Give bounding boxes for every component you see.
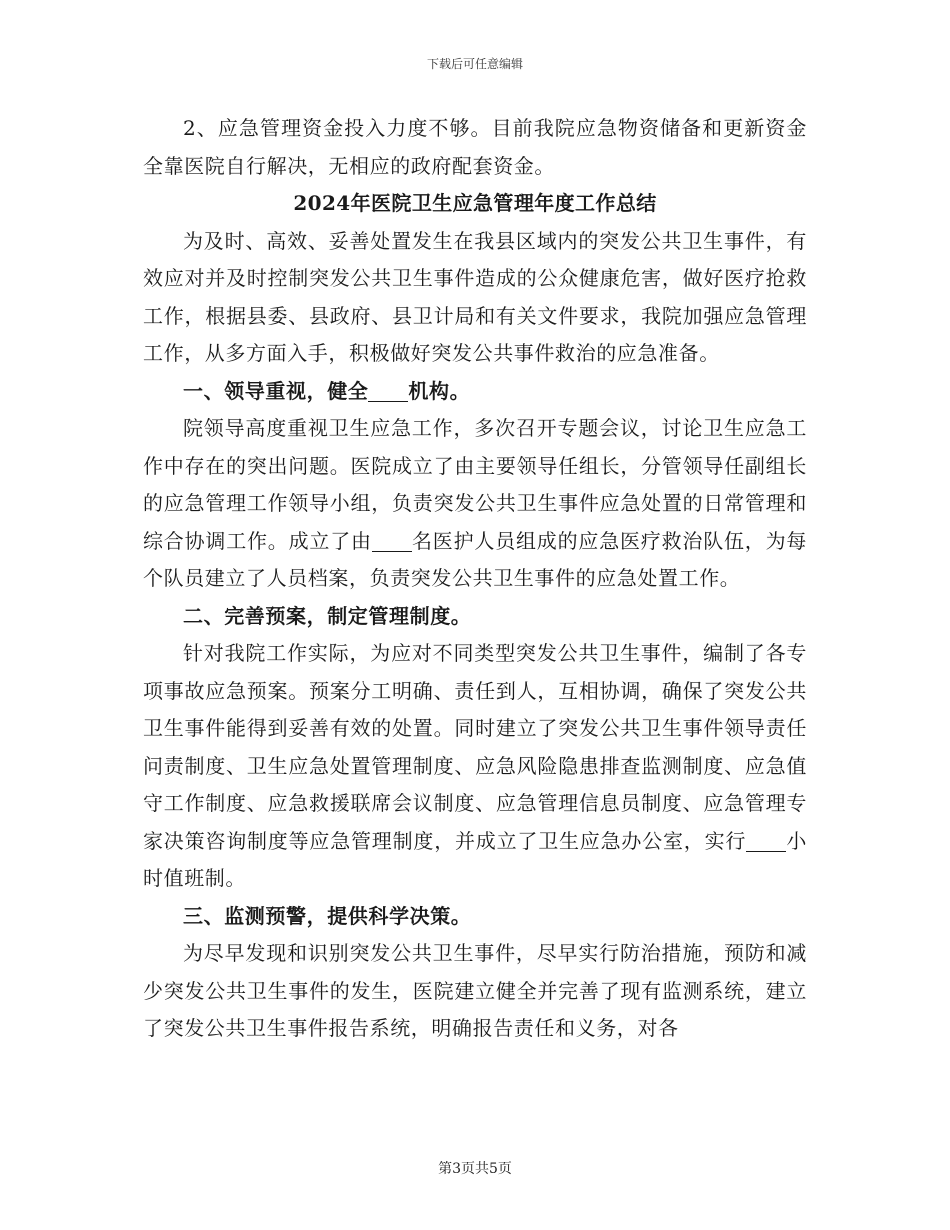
section-2-heading: 二、完善预案，制定管理制度。 xyxy=(183,603,472,628)
paragraph-1: 为及时、高效、妥善处置发生在我县区域内的突发公共卫生事件，有效应对并及时控制突发公共卫生事件造成的公众健康危害，做好医疗抢救工作，根据县委、县政府、县卫计局和有关文件要求，我院加强应急管理工作，从多方面入手，积极做好突发公共事件救治的应急准备。 xyxy=(143,228,807,365)
fill-in-blank xyxy=(372,531,412,552)
section-1-paragraph xyxy=(143,410,807,598)
section-1-heading-text-after: 机构。 xyxy=(408,378,471,403)
section-1-text-before: 院领导高度重视卫生应急工作，多次召开专题会议，讨论卫生应急工作中存在的突出问题。医院成立了由主要领导任组长，分管领导任副组长的应急管理工作领导小组，负责突发公共卫生事件应急处置的日常管理和综合协调工作。成立了由 xyxy=(143,416,807,553)
section-1-heading-text-before: 一、领导重视，健全 xyxy=(183,378,369,403)
page-number-footer: 第3页共5页 xyxy=(438,1161,512,1177)
section-2-text-before: 针对我院工作实际，为应对不同类型突发公共卫生事件，编制了各专项事故应急预案。预案分工明确、责任到人，互相协调，确保了突发公共卫生事件能得到妥善有效的处置。同时建立了突发公共卫生事件领导责任问责制度、卫生应急处置管理制度、应急风险隐患排查监测制度、应急值守工作制度、应急救援联席会议制度、应急管理信息员制度、应急管理专家决策咨询制度等应急管理制度，并成立了卫生应急办公室，实行 xyxy=(143,641,807,853)
section-1-text-after: 名医护人员组成的应急医疗救治队伍，为每个队员建立了人员档案，负责突发公共卫生事件的应急处置工作。 xyxy=(143,528,807,590)
intro-paragraph: 2、应急管理资金投入力度不够。目前我院应急物资储备和更新资金全靠医院自行解决，无相应的政府配套资金。 xyxy=(143,116,807,178)
document-title: 2024年医院卫生应急管理年度工作总结 xyxy=(293,191,657,215)
section-1-heading xyxy=(143,373,807,411)
section-3-heading: 三、监测预警，提供科学决策。 xyxy=(183,903,472,928)
document-body xyxy=(143,110,807,1048)
section-2-text-after: 小时值班制。 xyxy=(143,828,807,890)
fill-in-blank xyxy=(368,381,408,402)
section-2-paragraph xyxy=(143,635,807,898)
fill-in-blank xyxy=(746,831,786,852)
page-header-note: 下载后可任意编辑 xyxy=(426,57,523,71)
section-3-paragraph: 为尽早发现和识别突发公共卫生事件，尽早实行防治措施，预防和减少突发公共卫生事件的发生，医院建立健全并完善了现有监测系统，建立了突发公共卫生事件报告系统，明确报告责任和义务，对各 xyxy=(143,941,807,1040)
